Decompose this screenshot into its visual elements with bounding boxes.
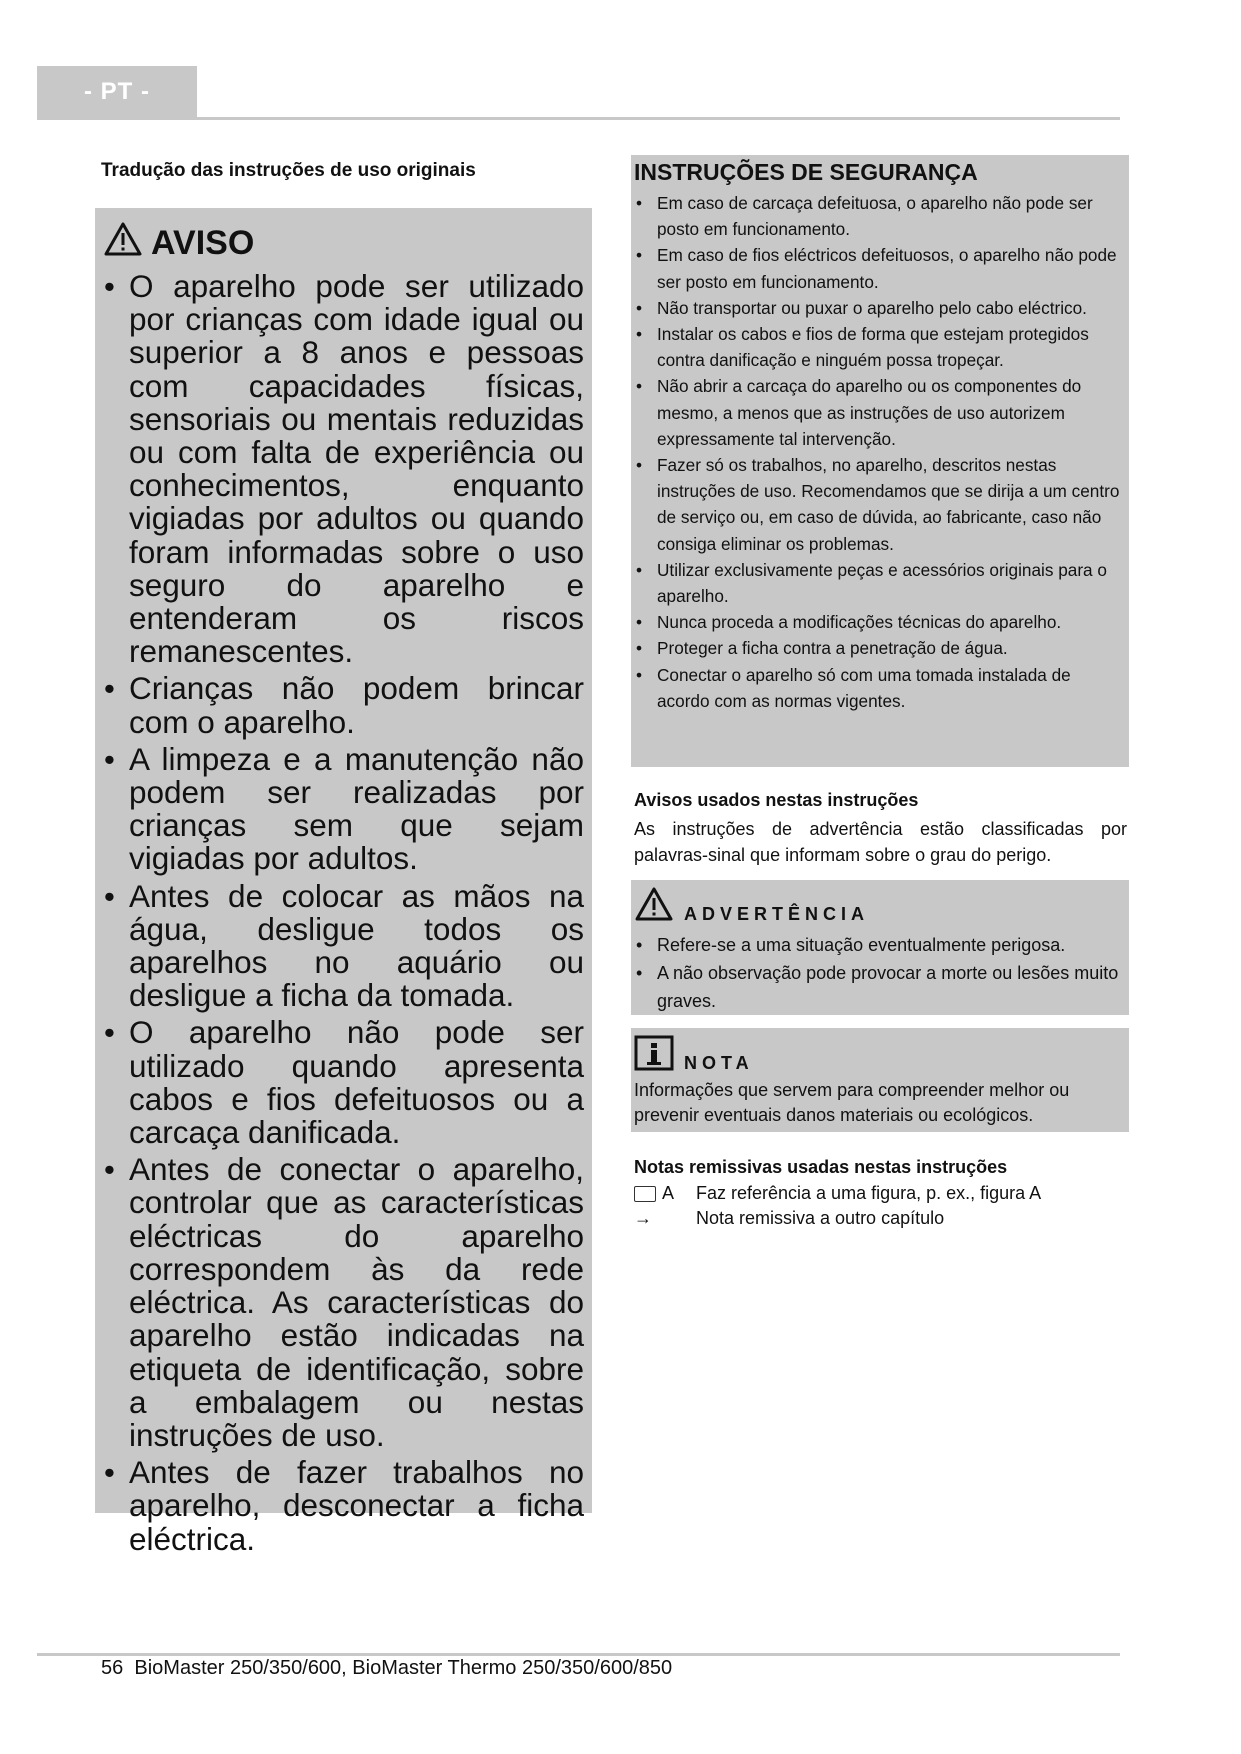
aviso-heading bbox=[103, 218, 584, 268]
reference-symbol bbox=[634, 1208, 696, 1229]
list-item: • Não transportar ou puxar o aparelho pelo cabo eléctrico. bbox=[634, 295, 1125, 321]
nota-heading bbox=[634, 1034, 1125, 1076]
nota-title: NOTA bbox=[684, 1053, 754, 1073]
figure-icon bbox=[634, 1186, 656, 1202]
safety-instructions-list bbox=[634, 190, 1125, 714]
warning-triangle-icon bbox=[103, 221, 143, 266]
list-item: • Conectar o aparelho só com uma tomada instalada de acordo com as normas vigentes. bbox=[634, 662, 1125, 714]
list-item: • A limpeza e a manutenção não podem ser realizadas por crianças sem que sejam vigiadas por adultos. bbox=[101, 743, 584, 876]
header-divider bbox=[37, 117, 1120, 120]
warning-triangle-icon bbox=[634, 886, 674, 927]
advertencia-title: ADVERTÊNCIA bbox=[684, 904, 870, 924]
warnings-used-heading: Avisos usados nestas instruções bbox=[634, 790, 919, 810]
language-tab: - PT - bbox=[37, 66, 197, 118]
list-item: • Não abrir a carcaça do aparelho ou os componentes do mesmo, a menos que as instruções de uso autorizem expressamente tal intervenção. bbox=[634, 373, 1125, 452]
page-footer bbox=[101, 1657, 672, 1680]
footer-product-text: BioMaster 250/350/600, BioMaster Thermo 250/350/600/850 bbox=[134, 1657, 673, 1679]
list-item: • Refere-se a uma situação eventualmente perigosa. bbox=[634, 931, 1125, 959]
page-subtitle: Tradução das instruções de uso originais bbox=[101, 160, 476, 181]
list-item: • A não observação pode provocar a morte ou lesões muito graves. bbox=[634, 959, 1125, 1015]
list-item: • Fazer só os trabalhos, no aparelho, descritos nestas instruções de uso. Recomendamos que se dirija a um centro de serviço ou, em caso de dúvida, ao fabricante, caso não consiga eliminar os problemas. bbox=[634, 452, 1125, 557]
list-item: • Em caso de fios eléctricos defeituosos, o aparelho não pode ser posto em funcionamento. bbox=[634, 242, 1125, 294]
list-item: • Proteger a ficha contra a penetração de água. bbox=[634, 635, 1125, 661]
nota-text: Informações que servem para compreender melhor ou prevenir eventuais danos materiais ou ecológicos. bbox=[634, 1080, 1070, 1125]
list-item: • O aparelho pode ser utilizado por crianças com idade igual ou superior a 8 anos e pessoas com capacidades físicas, sensoriais ou mentais reduzidas ou com falta de experiência ou conhecimentos, enquanto vigiadas por adultos ou quando foram informadas sobre o uso seguro do aparelho e entenderam os riscos remanescentes. bbox=[101, 270, 584, 668]
safety-instructions-panel bbox=[631, 155, 1129, 767]
aviso-title: AVISO bbox=[151, 223, 255, 262]
reference-symbol-text: A bbox=[662, 1183, 675, 1203]
info-icon bbox=[634, 1035, 674, 1076]
references-heading: Notas remissivas usadas nestas instruções bbox=[634, 1157, 1008, 1177]
list-item: • Utilizar exclusivamente peças e acessórios originais para o aparelho. bbox=[634, 557, 1125, 609]
advertencia-heading bbox=[634, 885, 1125, 927]
reference-text: Faz referência a uma figura, p. ex., figura A bbox=[696, 1183, 1042, 1203]
reference-row bbox=[634, 1208, 944, 1229]
advertencia-list bbox=[634, 931, 1125, 1015]
arrow-icon: → bbox=[634, 1208, 652, 1228]
list-item: • Antes de fazer trabalhos no aparelho, desconectar a ficha eléctrica. bbox=[101, 1456, 584, 1556]
list-item: • Antes de conectar o aparelho, controlar que as características eléctricas do aparelho correspondem às da rede eléctrica. As características do aparelho estão indicadas na etiqueta de identificação, sobre a embalagem ou nestas instruções de uso. bbox=[101, 1153, 584, 1452]
list-item: • Em caso de carcaça defeituosa, o aparelho não pode ser posto em funcionamento. bbox=[634, 190, 1125, 242]
aviso-list bbox=[101, 270, 584, 1556]
list-item: • Crianças não podem brincar com o aparelho. bbox=[101, 672, 584, 738]
list-item: • Instalar os cabos e fios de forma que estejam protegidos contra danificação e ninguém possa tropeçar. bbox=[634, 321, 1125, 373]
aviso-panel bbox=[95, 208, 592, 1557]
page-number: 56 bbox=[101, 1657, 124, 1679]
warnings-used-text: As instruções de advertência estão classificadas por palavras-sinal que informam sobre o grau do perigo. bbox=[634, 819, 1127, 865]
list-item: • Antes de colocar as mãos na água, desligue todos os aparelhos no aquário ou desligue a ficha da tomada. bbox=[101, 880, 584, 1013]
nota-panel bbox=[631, 1028, 1129, 1132]
list-item: • O aparelho não pode ser utilizado quando apresenta cabos e fios defeituosos ou a carcaça danificada. bbox=[101, 1016, 584, 1149]
advertencia-panel bbox=[631, 880, 1129, 1015]
reference-symbol bbox=[634, 1183, 696, 1204]
safety-instructions-title: INSTRUÇÕES DE SEGURANÇA bbox=[634, 159, 978, 185]
reference-row bbox=[634, 1183, 1041, 1204]
footer-divider bbox=[37, 1653, 1120, 1656]
reference-text: Nota remissiva a outro capítulo bbox=[696, 1208, 945, 1228]
list-item: • Nunca proceda a modificações técnicas do aparelho. bbox=[634, 609, 1125, 635]
